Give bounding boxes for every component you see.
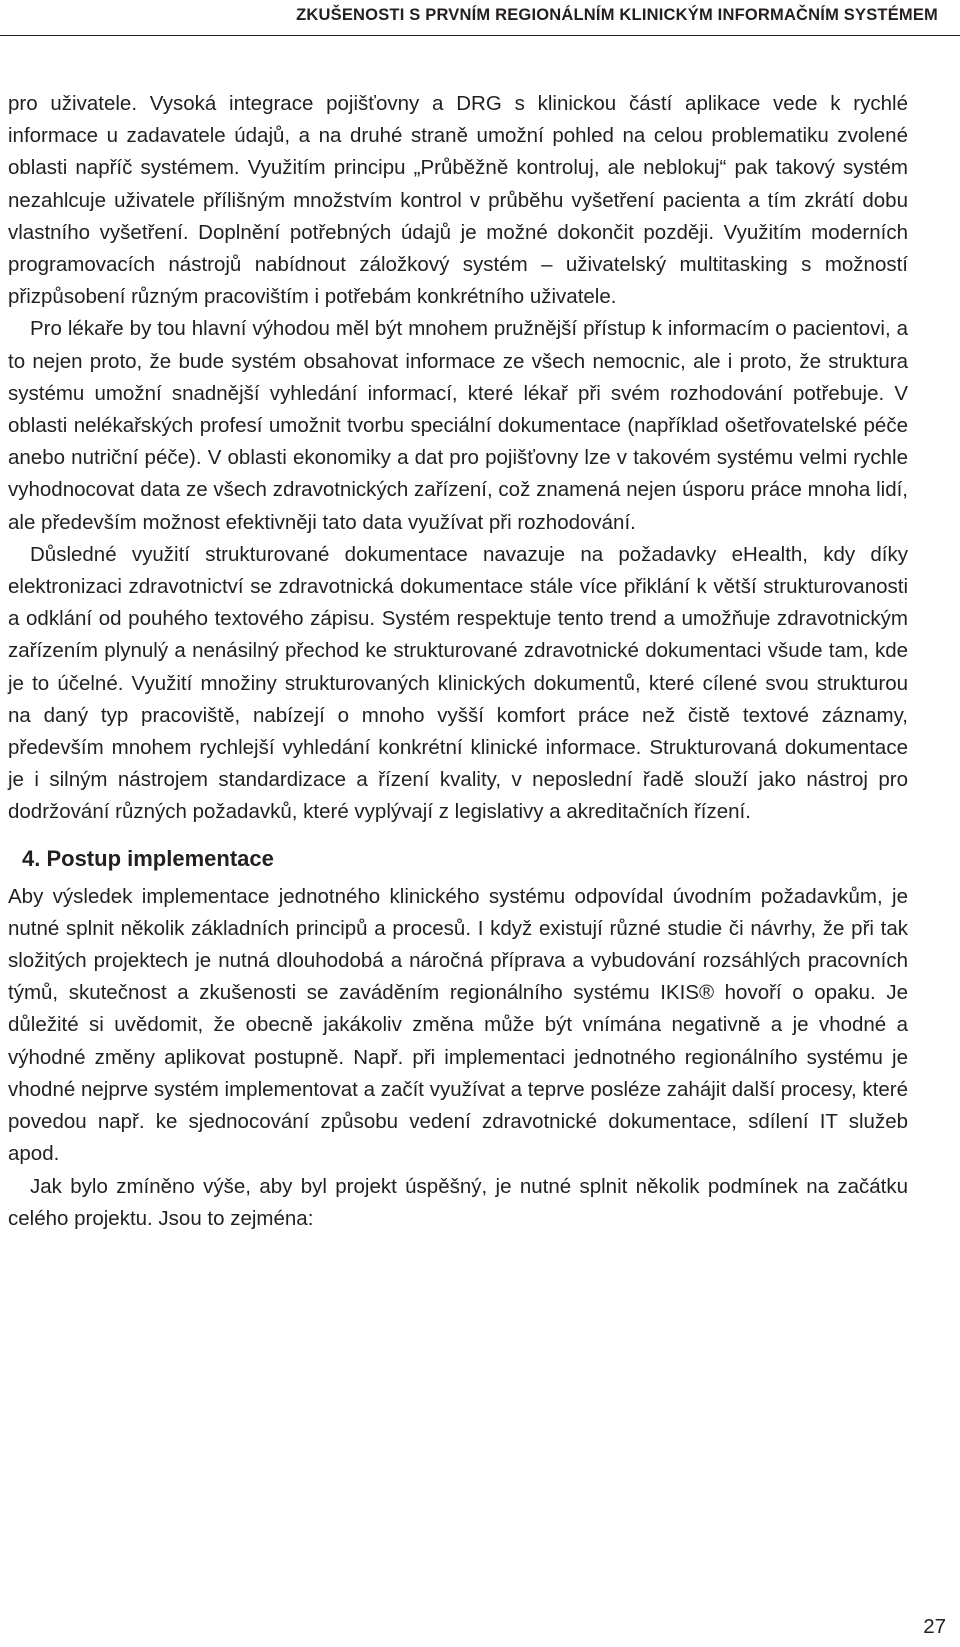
body-paragraph: pro uživatele. Vysoká integrace pojišťovny a DRG s klinickou částí aplikace vede k rychlé informace u zadavatele údajů, a na druhé straně umožní pohled na celou problematiku zvolené oblasti napříč systémem. Využitím principu „Průběžně kontroluj, ale neblokuj“ pak takový systém nezahlcuje uživatele přílišným množstvím kontrol v průběhu vyšetření pacienta a tím zkrátí dobu vlastního vyšetření. Doplnění potřebných údajů je možné dokončit později. Využitím moderních programovacích nástrojů nabídnout záložkový systém – uživatelský multitasking s možností přizpůsobení různým pracovištím i potřebám konkrétního uživatele.	[8, 92, 908, 309]
running-header-title: ZKUŠENOSTI S PRVNÍM REGIONÁLNÍM KLINICKÝM INFORMAČNÍM SYSTÉMEM	[296, 6, 938, 24]
section-heading: 4. Postup implementace	[22, 845, 274, 871]
body-paragraph: Důsledné využití strukturované dokumentace navazuje na požadavky eHealth, kdy díky elektronizaci zdravotnictví se zdravotnická dokumentace stále více přiklání k větší strukturovanosti a odklání od pouhého textového zápisu. Systém respektuje tento trend a umožňuje zdravotnickým zařízením plynulý a nenásilný přechod ke strukturované zdravotnické dokumentaci všude tam, kde je to účelné. Využití množiny strukturovaných klinických dokumentů, které cílené svou strukturou na daný typ pracoviště, nabízejí o mnoho vyšší komfort práce než čistě textové záznamy, především mnohem rychlejší vyhledání konkrétní klinické informace. Strukturovaná dokumentace je i silným nástrojem standardizace a řízení kvality, v neposlední řadě slouží jako nástroj pro dodržování různých požadavků, které vyplývají z legislativy a akreditačních řízení.	[8, 542, 908, 824]
body-paragraph: Pro lékaře by tou hlavní výhodou měl být mnohem pružnější přístup k informacím o pacientovi, a to nejen proto, že bude systém obsahovat informace ze všech nemocnic, ale i proto, že struktura systému umožní snadnější vyhledání informací, které lékař při svém rozhodování potřebuje. V oblasti nelékařských profesí umožnit tvorbu speciální dokumentace (například ošetřovatelské péče anebo nutriční péče). V oblasti ekonomiky a dat pro pojišťovny lze v takovém systému velmi rychle vyhodnocovat data ze všech zdravotnických zařízení, což znamená nejen úsporu práce mnoha lidí, ale především možnost efektivněji tato data využívat při rozhodování.	[8, 317, 908, 534]
page-number: 27	[923, 1615, 946, 1638]
section-paragraph: Aby výsledek implementace jednotného klinického systému odpovídal úvodním požadavkům, je nutné splnit několik základních principů a procesů. I když existují různé studie či návrhy, že při tak složitých projektech je nutná dlouhodobá a náročná příprava a vybudování rozsáhlých pracovních týmů, skutečnost a zkušenosti se zaváděním regionálního systému IKIS® hovoří o opaku. Je důležité si uvědomit, že obecně jakákoliv změna může být vnímána negativně a je vhodné a výhodné změny aplikovat postupně. Např. při implementaci jednotného regionálního systému je vhodné nejprve systém implementovat a začít využívat a teprve posléze zahájit další procesy, které povedou např. ke sjednocování způsobu vedení zdravotnické dokumentace, sdílení IT služeb apod.	[8, 884, 908, 1166]
page-body	[8, 88, 908, 1235]
section-paragraph: Jak bylo zmíněno výše, aby byl projekt úspěšný, je nutné splnit několik podmínek na začátku celého projektu. Jsou to zejména:	[8, 1174, 908, 1230]
running-header	[0, 0, 960, 36]
